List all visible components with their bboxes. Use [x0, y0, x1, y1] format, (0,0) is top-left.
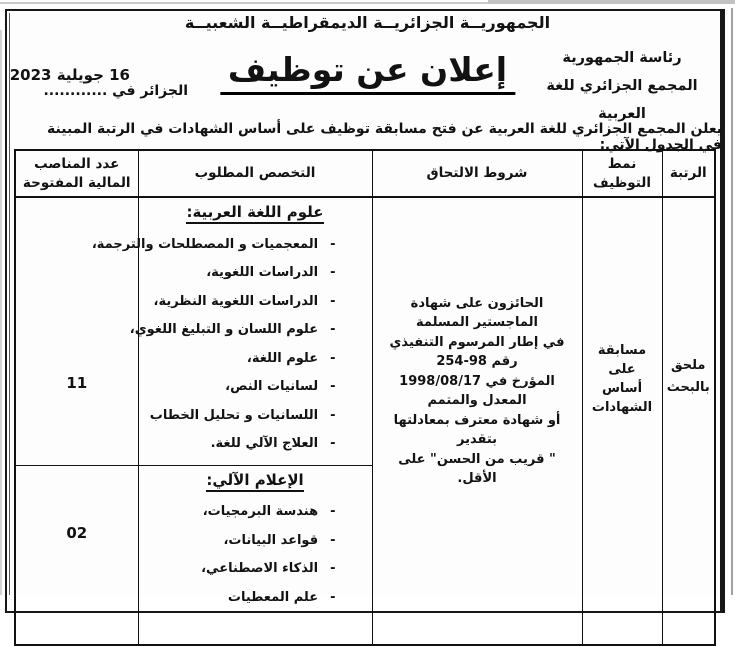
- header-open-positions: عدد المناصب المالية المفتوحة: [15, 150, 138, 197]
- list-item-text: - اللسانيات و تحليل الخطاب: [149, 407, 319, 423]
- list-item-text: - علوم اللغة،: [246, 350, 319, 366]
- page-border-inner-line: [9, 13, 10, 595]
- open-positions-count: 02: [66, 523, 88, 542]
- specialization-cell-arabic-language: [91, 197, 372, 465]
- list-item: [139, 430, 372, 459]
- list-item-text: - قواعد البيانات،: [223, 532, 319, 548]
- announcement-intro-line: يعلن المجمع الجزائري للغة العربية عن فتح مسابقة توظيف على أساس الشهادات في الرتبة المبينة في الجدول الآتي:: [47, 121, 722, 153]
- scan-edge-top-right: [488, 0, 735, 4]
- condition-line: أو شهادة معترف بمعادلتها بتقدير: [393, 412, 561, 447]
- list-item: [139, 526, 372, 555]
- condition-line: الحائزون على شهادة الماجستير المسلمة: [410, 295, 544, 330]
- specialization-cell-computer-science: [138, 465, 372, 645]
- page-title: إعلان عن توظيف: [220, 50, 515, 95]
- list-item-text: - علم المعطيات: [227, 589, 319, 605]
- recruitment-table: [14, 149, 716, 646]
- date-block: [9, 60, 188, 99]
- date-place-line: [16, 83, 188, 99]
- list-item: [139, 259, 372, 288]
- specialization-group-heading: علوم اللغة العربية:: [186, 203, 323, 224]
- list-item: [139, 373, 372, 402]
- issuing-organization-block: [527, 44, 717, 128]
- date-place-label: الجزائر في: [112, 83, 188, 99]
- list-item: [91, 230, 372, 259]
- list-item: [129, 316, 372, 345]
- academy-line: المجمع الجزائري للغة العربية: [546, 78, 698, 122]
- list-item: [139, 287, 372, 316]
- header-rank: الرتبة: [662, 150, 715, 197]
- recruitment-mode-line: أساس: [601, 381, 643, 396]
- header-admission-conditions: شروط الالتحاق: [372, 150, 582, 197]
- scan-edge-right: [731, 8, 733, 595]
- open-positions-count-cell: [15, 465, 138, 645]
- condition-line: " قريب من الحسن" على الأقل.: [398, 451, 556, 486]
- list-item-text: - هندسة البرمجيات،: [202, 504, 319, 520]
- table-row: [15, 197, 715, 465]
- specialization-group-heading: الإعلام الآلي:: [206, 471, 303, 492]
- header-required-specialization: التخصص المطلوب: [138, 150, 372, 197]
- list-item: [139, 498, 372, 527]
- recruitment-mode-line: مسابقة على: [597, 343, 647, 377]
- list-item-text: - الدراسات اللغوية،: [206, 265, 319, 281]
- rank-value: ملحق بالبحث: [666, 357, 710, 395]
- list-item-text: - الذكاء الاصطناعي،: [201, 561, 319, 577]
- list-item-text: - العلاج الآلي للغة.: [210, 436, 319, 452]
- list-item-text: - المعجميات و المصطلحات والترجمة،: [91, 236, 319, 252]
- open-positions-count: 11: [66, 374, 88, 393]
- table-header-row: [15, 150, 715, 197]
- rank-value-cell: [662, 197, 715, 645]
- admission-conditions-cell: [372, 197, 582, 645]
- date-dotted-line: ............: [43, 83, 108, 99]
- list-item: [139, 555, 372, 584]
- list-item: [139, 583, 372, 612]
- scan-edge-left: [0, 30, 2, 595]
- list-item: [139, 401, 372, 430]
- date-stamp: 16 جويلية 2023: [9, 66, 130, 84]
- list-item-text: - علوم اللسان و التبليغ اللغوي،: [129, 322, 319, 338]
- recruitment-mode-line: الشهادات: [591, 400, 653, 415]
- condition-line: المؤرخ في 1998/08/17 المعدل والمتمم: [399, 373, 555, 408]
- presidency-line: رئاسة الجمهورية: [562, 50, 682, 66]
- recruitment-mode-cell: [582, 197, 662, 645]
- list-item-text: - لسانيات النص،: [225, 379, 319, 395]
- list-item: [139, 344, 372, 373]
- list-item-text: - الدراسات اللغوية النظرية،: [153, 293, 319, 309]
- condition-line: في إطار المرسوم التنفيذي رقم 98‏-254: [389, 334, 565, 369]
- republic-header-line: الجمهوريــة الجزائريــة الديمقراطيــة الشعبيــة: [184, 13, 551, 32]
- header-recruitment-mode: نمط التوظيف: [582, 150, 662, 197]
